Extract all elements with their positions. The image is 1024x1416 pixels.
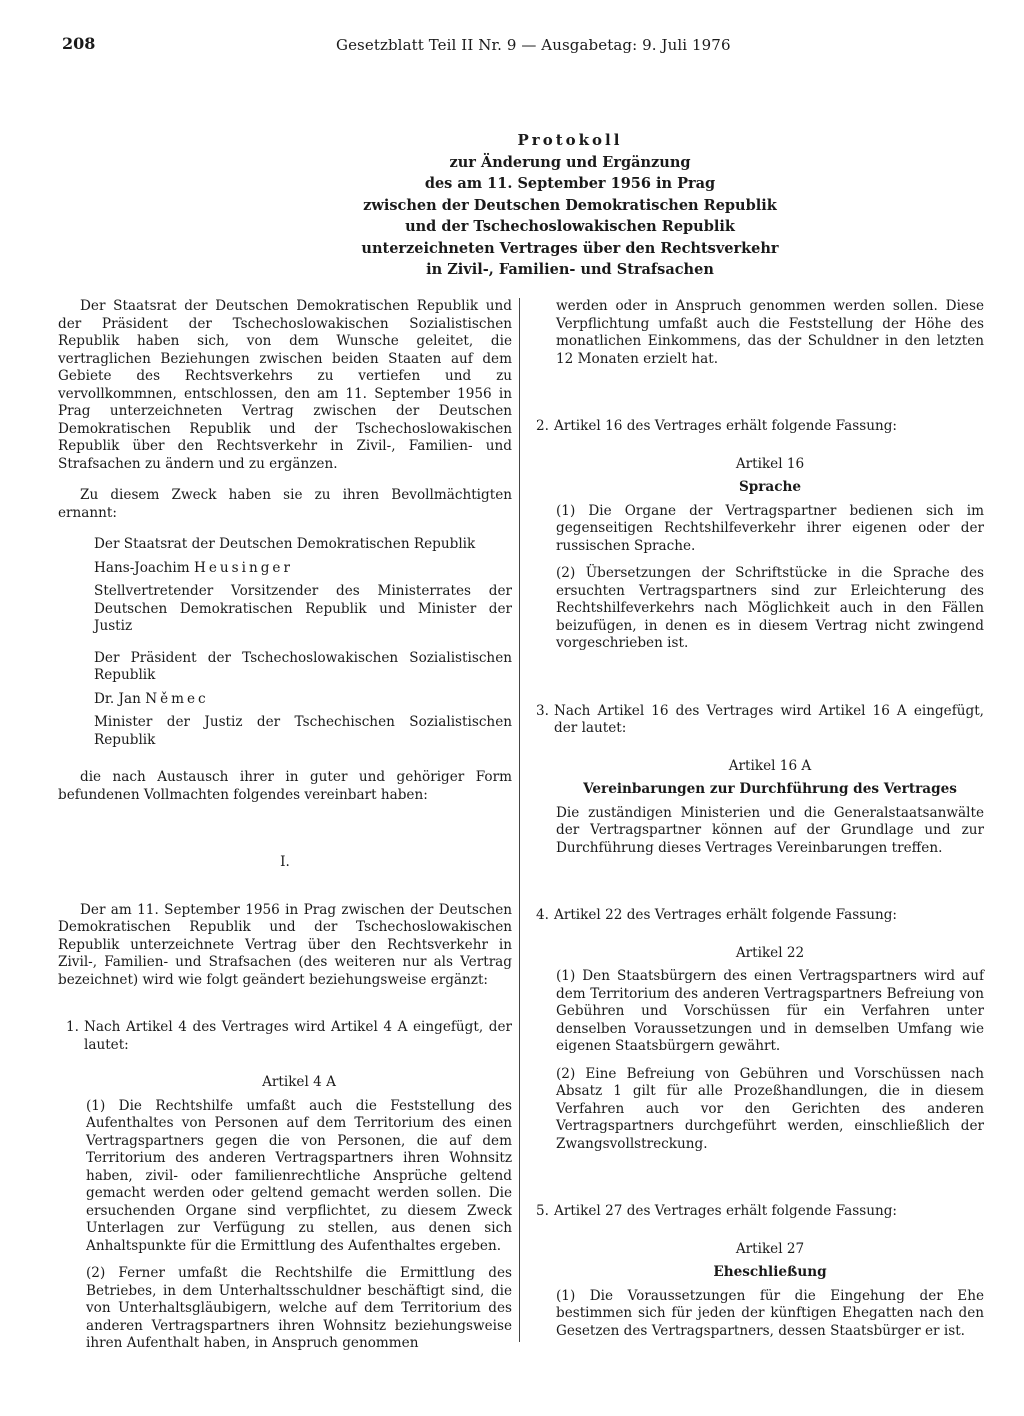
article-paragraph: (1) Den Staatsbürgern des einen Vertragspartners wird auf dem Territorium des anderen Vertragspartners Befreiung von Gebühren und Vorschüssen für ein Verfahren unter denselben Voraussetzungen und in demselben Umfang wie eigenen Staatsbürgern gewährt.: [556, 968, 984, 1054]
list-number: 2.: [536, 418, 549, 434]
list-text: Artikel 27 des Vertrages erhält folgende Fassung:: [554, 1203, 897, 1219]
list-text: Artikel 22 des Vertrages erhält folgende Fassung:: [554, 907, 897, 923]
article-block: [528, 1241, 984, 1341]
closing-paragraph: die nach Austausch ihrer in guter und gehöriger Form befundenen Vollmachten folgendes vereinbart haben:: [58, 769, 512, 803]
left-column: [58, 298, 512, 1353]
list-number: 4.: [536, 907, 549, 923]
running-head: Gesetzblatt Teil II Nr. 9 — Ausgabetag: 9. Juli 1976: [336, 36, 731, 54]
article-block: [528, 945, 984, 1154]
article-block: [58, 1074, 512, 1353]
article-subheading: Eheschließung: [713, 1264, 827, 1280]
list-number: 3.: [536, 702, 549, 719]
title-line: Protokoll: [517, 131, 623, 149]
article-paragraph: (1) Die Organe der Vertragspartner bedienen sich im gegenseitigen Rechtshilfeverkehr ihrer eigenen oder der russischen Sprache.: [556, 502, 984, 554]
article-heading: Artikel 16 A: [728, 757, 812, 774]
article-heading: Artikel 4 A: [262, 1074, 336, 1090]
title-line: in Zivil-, Familien- und Strafsachen: [426, 261, 714, 278]
list-text: Nach Artikel 4 des Vertrages wird Artikel 4 A eingefügt, der lautet:: [84, 1019, 512, 1053]
plenipotentiary-name: [94, 691, 512, 709]
article-paragraph: (2) Übersetzungen der Schriftstücke in die Sprache des ersuchten Vertragspartners sind zur Erleichterung des Rechtshilfeverkehrs nach Möglichkeit auch in den Fällen beizufügen, in denen es in diesem Vertrag nicht zwingend vorgeschrieben ist.: [556, 565, 984, 651]
title-line: und der Tschechoslowakischen Republik: [405, 218, 735, 235]
document-title: [160, 130, 980, 281]
article-heading: Artikel 22: [735, 944, 805, 961]
title-line: des am 11. September 1956 in Prag: [424, 175, 716, 192]
article-subheading: Vereinbarungen zur Durchführung des Vertrages: [583, 781, 957, 797]
last-name: Němec: [145, 690, 209, 707]
preamble-paragraph: Der Staatsrat der Deutschen Demokratischen Republik und der Präsident der Tschechoslowakischen Sozialistischen Republik haben sich, von dem Wunsche geleitet, die vertraglichen Beziehungen zwischen beiden Staaten auf dem Gebiete des Rechtsverkehrs zu vertiefen und zu vervollkommnen, entschlossen, den am 11. September 1956 in Prag unterzeichneten Vertrag zwischen der Deutschen Demokratischen Republik und der Tschechoslowakischen Republik über den Rechtsverkehr in Zivil-, Familien- und Strafsachen zu ändern und zu ergänzen.: [58, 298, 512, 472]
first-name: Dr. Jan: [94, 690, 141, 707]
plenipotentiary-name: [94, 560, 512, 578]
title-line: zwischen der Deutschen Demokratischen Republik: [363, 196, 777, 214]
article-block: [528, 456, 984, 653]
title-line: zur Änderung und Ergänzung: [449, 153, 691, 171]
title-line: unterzeichneten Vertrages über den Rechtsverkehr: [361, 239, 779, 257]
plenipotentiary-office: Der Präsident der Tschechoslowakischen Sozialistischen Republik: [94, 649, 512, 683]
list-text: Artikel 16 des Vertrages erhält folgende Fassung:: [554, 418, 897, 434]
page-number: 208: [62, 34, 96, 53]
plenipotentiary-title: Stellvertretender Vorsitzender des Ministerrates der Deutschen Demokratischen Republik und Minister der Justiz: [94, 583, 512, 634]
list-number: 5.: [536, 1203, 549, 1219]
article-continuation: [528, 298, 984, 368]
list-item: [528, 907, 984, 925]
article-paragraph: (2) Ferner umfaßt die Rechtshilfe die Ermittlung des Betriebes, in dem Unterhaltsschuldner beschäftigt sind, die von Unterhaltsgläubigern, welche auf dem Territorium des anderen Vertragspartners ihren Wohnsitz beziehungsweise ihren Aufenthalt haben, in Anspruch genommen: [86, 1265, 512, 1351]
article-paragraph: (2) Eine Befreiung von Gebühren und Vorschüssen nach Absatz 1 gilt für alle Prozeßhandlungen, die in diesem Verfahren auch vor den Gerichten des anderen Vertragspartners durchgeführt werden, einschließlich der Zwangsvollstreckung.: [556, 1065, 984, 1152]
first-name: Hans-Joachim: [94, 559, 190, 576]
intro-paragraph: Der am 11. September 1956 in Prag zwischen der Deutschen Demokratischen Republik und der Tschechoslowakischen Republik unterzeichnete Vertrag über den Rechtsverkehr in Zivil-, Familien- und Strafsachen (des weiteren nur als Vertrag bezeichnet) wird wie folgt geändert beziehungsweise ergänzt:: [58, 901, 512, 988]
list-item: [58, 1019, 512, 1054]
preamble-paragraph: Zu diesem Zweck haben sie zu ihren Bevollmächtigten ernannt:: [58, 487, 512, 521]
article-heading: Artikel 16: [735, 455, 805, 472]
article-heading: Artikel 27: [735, 1240, 805, 1257]
last-name: Heusinger: [193, 559, 293, 576]
article-paragraph: (1) Die Voraussetzungen für die Eingehung der Ehe bestimmen sich für jeden der künftigen Ehegatten nach den Gesetzen des Vertragspartners, dessen Staatsbürger er ist.: [556, 1287, 984, 1339]
column-divider: [519, 298, 520, 1342]
article-paragraph: Die zuständigen Ministerien und die Generalstaatsanwälte der Vertragspartner können auf der Grundlage und zur Durchführung dieses Vertrages Vereinbarungen treffen.: [556, 804, 984, 856]
plenipotentiary-title: Minister der Justiz der Tschechischen Sozialistischen Republik: [94, 714, 512, 748]
article-paragraph: werden oder in Anspruch genommen werden sollen. Diese Verpflichtung umfaßt auch die Feststellung der Höhe des monatlichen Einkommens, das der Schuldner in den letzten 12 Monaten erzielt hat.: [556, 298, 984, 367]
right-column: [528, 298, 984, 1340]
list-item: [528, 1203, 984, 1221]
list-text: Nach Artikel 16 des Vertrages wird Artikel 16 A eingefügt, der lautet:: [554, 702, 984, 736]
article-block: [528, 758, 984, 858]
section-heading: I.: [280, 854, 290, 870]
plenipotentiary-block: [58, 536, 512, 749]
list-item: [528, 418, 984, 436]
plenipotentiary-office: Der Staatsrat der Deutschen Demokratischen Republik: [94, 536, 476, 552]
article-paragraph: (1) Die Rechtshilfe umfaßt auch die Feststellung des Aufenthaltes von Personen auf dem Territorium des einen Vertragspartners gegen die von Personen, die auf dem Territorium des anderen Vertragspartners ihren Wohnsitz haben, zivil- oder familienrechtliche Ansprüche geltend gemacht werden oder geltend gemacht werden sollen. Die ersuchenden Organe sind verpflichtet, zu diesem Zweck Unterlagen zur Verfügung zu stellen, aus denen sich Anhaltspunkte für die Ermittlung des Aufenthaltes ergeben.: [86, 1097, 512, 1254]
list-item: [528, 703, 984, 738]
list-number: 1.: [66, 1019, 79, 1035]
article-subheading: Sprache: [738, 479, 802, 495]
